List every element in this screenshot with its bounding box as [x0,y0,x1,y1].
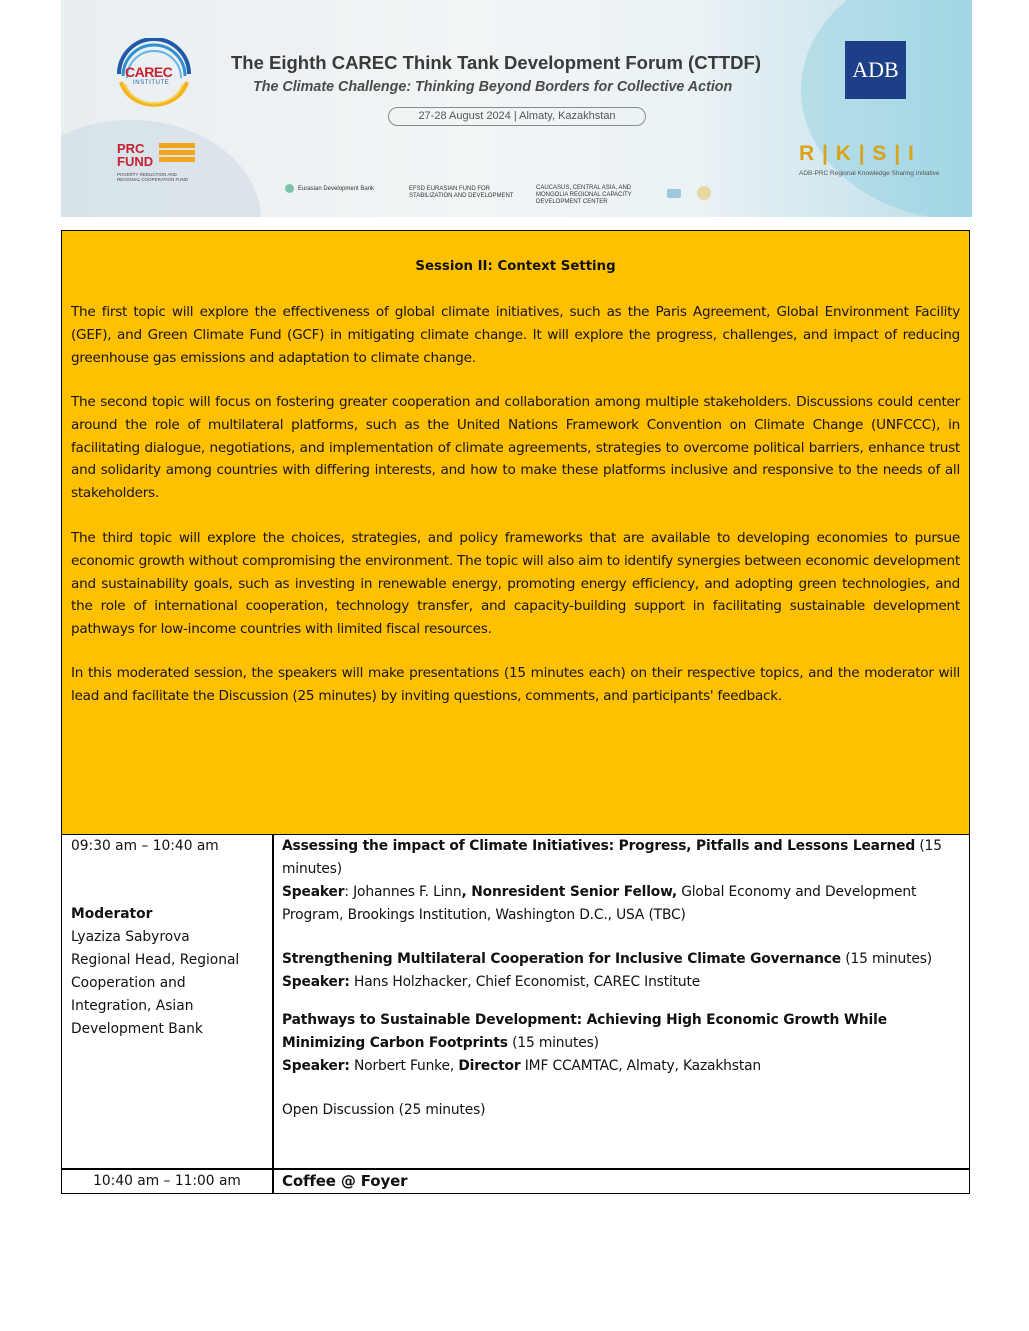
schedule-row [61,835,970,1169]
event-subtitle: The Climate Challenge: Thinking Beyond Borders for Collective Action [253,79,733,95]
building-icon [667,189,681,198]
event-banner [61,0,972,217]
carec-logo-subtext: INSTITUTE [133,80,170,86]
talk-2-title: Strengthening Multilateral Cooperation for Inclusive Climate Governance (15 minutes) [282,951,933,967]
moderator-label: Moderator [71,906,153,922]
partner-logo-edb: Eurasian Development Bank [285,184,374,193]
column-divider [272,1170,274,1193]
partner-logo-efsd: EFSD EURASIAN FUND FOR STABILIZATION AND DEVELOPMENT [409,186,514,199]
moderator-title: Development Bank [71,1021,203,1037]
prc-fund-bar [159,157,195,162]
seal-icon [697,186,711,200]
adb-logo: ADB [845,41,906,99]
column-divider [272,835,274,1168]
time-slot: 09:30 am – 10:40 am [71,838,219,854]
session-title: Session II: Context Setting [415,259,616,274]
talk-1-speaker: Speaker: Johannes F. Linn, Nonresident Senior Fellow, Global Economy and Development [282,884,917,900]
banner-decoration [801,0,972,217]
moderator-title: Cooperation and [71,975,186,991]
partner-logo-ccamtac: CAUCASUS, CENTRAL ASIA, AND MONGOLIA REGIONAL CAPACITY DEVELOPMENT CENTER [536,185,632,205]
prc-fund-logo [117,142,197,184]
talk-2-speaker: Speaker: Hans Holzhacker, Chief Economist, CAREC Institute [282,974,701,990]
time-slot: 10:40 am – 11:00 am [93,1173,241,1189]
rksi-subtext: ADB-PRC Regional Knowledge Sharing Initiative [799,170,940,177]
talk-1-title-line: Assessing the impact of Climate Initiatives: Progress, Pitfalls and Lessons Learned (15 [282,838,942,854]
talk-3-title: Pathways to Sustainable Development: Achieving High Economic Growth While [282,1012,887,1028]
moderator-title: Regional Head, Regional [71,952,240,968]
prc-fund-text: PRC FUND [117,141,154,169]
prc-fund-subtext: POVERTY REDUCTION AND REGIONAL COOPERATION FUND [117,172,189,182]
talk-3-title-cont: Minimizing Carbon Footprints (15 minutes) [282,1035,599,1051]
event-title: The Eighth CAREC Think Tank Development Forum (CTTDF) [231,52,761,73]
schedule-row [61,1169,970,1194]
event-date-location: 27-28 August 2024 | Almaty, Kazakhstan [388,107,646,126]
carec-logo-text: CAREC [125,64,173,80]
partner-logo-small-icon [667,186,715,200]
session-paragraph-2: The second topic will focus on fostering greater cooperation and collaboration among multiple stakeholders. Discussions could center around the role of multilateral platforms, such as the United Nations Framework Convention on Climate Change (UNFCCC), in facilitating dialogue, negotiations, and implementation of climate agreements, strategies to overcome political barriers, enhance trust and solidarity among countries with differing interests, and how to make these platforms inclusive and responsive to the needs of all stakeholders. [71,394,960,502]
session-paragraph-1: The first topic will explore the effectiveness of global climate initiatives, such as the Paris Agreement, Global Environment Facility (GEF), and Green Climate Fund (GCF) in mitigating climate change. It will explore the progress, challenges, and impact of reducing greenhouse gas emissions and adaptation to climate change. [71,304,960,366]
session-paragraph-3: The third topic will explore the choices, strategies, and policy frameworks that are available to developing economies to pursue economic growth without compromising the environment. The topic will also aim to identify synergies between economic development and sustainability goals, such as investing in renewable energy, promoting energy efficiency, and adopting green technologies, and the role of international cooperation, technology transfer, and capacity-building support in facilitating sustainable development pathways for low-income countries with limited fiscal resources. [71,530,960,638]
talk-3-speaker: Speaker: Norbert Funke, Director IMF CCAMTAC, Almaty, Kazakhstan [282,1058,761,1074]
talk-1-duration: minutes) [282,861,343,877]
open-discussion: Open Discussion (25 minutes) [282,1102,486,1118]
talk-1-speaker-org: Program, Brookings Institution, Washington D.C., USA (TBC) [282,907,686,923]
break-activity: Coffee @ Foyer [282,1172,408,1190]
moderator-title: Integration, Asian [71,998,194,1014]
session-description-box [61,230,970,835]
prc-fund-bar [159,143,195,148]
prc-fund-bar [159,150,195,155]
moderator-name: Lyaziza Sabyrova [71,929,190,945]
session-paragraph-4: In this moderated session, the speakers will make presentations (15 minutes each) on their respective topics, and the moderator will lead and facilitate the Discussion (25 minutes) by inviting questions, comments, and participants' feedback. [71,665,960,704]
rksi-logo: R | K | S | I [799,142,915,165]
edb-icon [285,184,294,193]
